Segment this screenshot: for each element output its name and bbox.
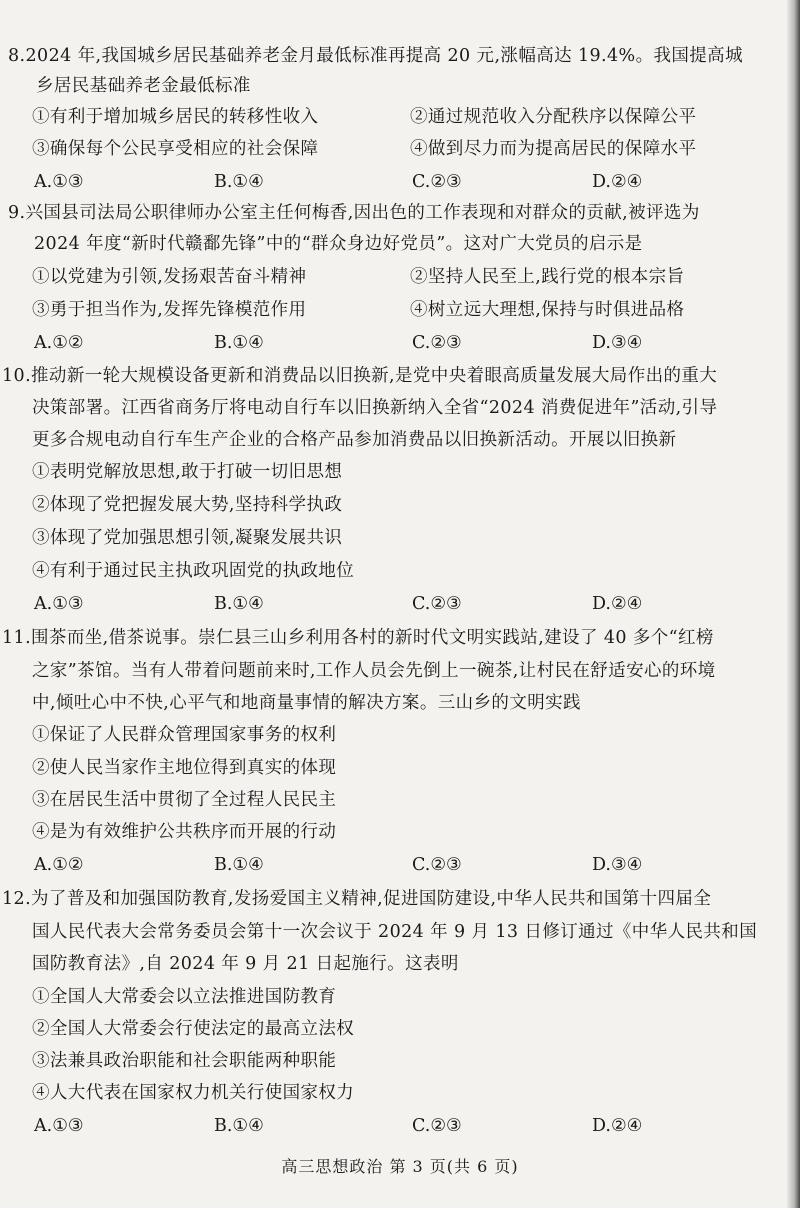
question-10-choice-a[interactable]: A.①③ [34, 594, 84, 614]
question-8-statement-4: ④做到尽力而为提高居民的保障水平 [410, 139, 697, 159]
question-9-statement-2: ②坚持人民至上,践行党的根本宗旨 [410, 267, 685, 287]
question-9-statement-4: ④树立远大理想,保持与时俱进品格 [410, 300, 685, 320]
question-9-stem-line-2: 2024 年度“新时代赣鄱先锋”中的“群众身边好党员”。这对广大党员的启示是 [34, 234, 643, 254]
question-12-stem-line-1: 12.为了普及和加强国防教育,发扬爱国主义精神,促进国防建设,中华人民共和国第十四届全 [2, 889, 712, 909]
question-11-choice-c[interactable]: C.②③ [412, 855, 462, 875]
question-11-stem-line-1: 11.围茶而坐,借茶说事。崇仁县三山乡利用各村的新时代文明实践站,建设了 40 多个“红榜 [2, 628, 714, 648]
question-12-statement-3: ③法兼具政治职能和社会职能两种职能 [32, 1051, 337, 1071]
question-8-statement-2: ②通过规范收入分配秩序以保障公平 [410, 107, 697, 127]
question-12-statement-4: ④人大代表在国家权力机关行使国家权力 [32, 1083, 355, 1103]
question-8-choice-d[interactable]: D.②④ [592, 172, 643, 192]
question-10-statement-2: ②体现了党把握发展大势,坚持科学执政 [32, 495, 343, 515]
question-11-choice-d[interactable]: D.③④ [592, 855, 643, 875]
question-10-stem-line-3: 更多合规电动自行车生产企业的合格产品参加消费品以旧换新活动。开展以旧换新 [32, 430, 677, 450]
question-10-choice-d[interactable]: D.②④ [592, 594, 643, 614]
question-11-statement-1: ①保证了人民群众管理国家事务的权利 [32, 725, 337, 745]
question-9-choice-d[interactable]: D.③④ [592, 333, 643, 353]
question-8-choice-a[interactable]: A.①③ [34, 172, 84, 192]
question-8-statement-3: ③确保每个公民享受相应的社会保障 [32, 139, 319, 159]
question-12-stem-line-3: 国防教育法》,自 2024 年 9 月 21 日起施行。这表明 [32, 954, 459, 974]
question-12-choice-b[interactable]: B.①④ [214, 1116, 264, 1136]
question-12-choice-a[interactable]: A.①③ [34, 1116, 84, 1136]
question-9-stem-line-1: 9.兴国县司法局公职律师办公室主任何梅香,因出色的工作表现和对群众的贡献,被评选为 [8, 203, 700, 223]
question-10-statement-4: ④有利于通过民主执政巩固党的执政地位 [32, 561, 355, 581]
question-11-choice-a[interactable]: A.①② [34, 855, 84, 875]
question-11-choice-b[interactable]: B.①④ [214, 855, 264, 875]
question-9-statement-1: ①以党建为引领,发扬艰苦奋斗精神 [32, 267, 307, 287]
question-12-statement-2: ②全国人大常委会行使法定的最高立法权 [32, 1019, 355, 1039]
question-10-statement-3: ③体现了党加强思想引领,凝聚发展共识 [32, 528, 343, 548]
question-9-statement-3: ③勇于担当作为,发挥先锋模范作用 [32, 300, 307, 320]
question-11-stem-line-2: 之家”茶馆。当有人带着问题前来时,工作人员会先倒上一碗茶,让村民在舒适安心的环境 [32, 661, 716, 681]
question-11-statement-3: ③在居民生活中贯彻了全过程人民民主 [32, 790, 337, 810]
question-10-choice-c[interactable]: C.②③ [412, 594, 462, 614]
question-10-choice-b[interactable]: B.①④ [214, 594, 264, 614]
question-12-stem-line-2: 国人民代表大会常务委员会第十一次会议于 2024 年 9 月 13 日修订通过《中华人民共和国 [32, 922, 758, 942]
question-8-stem-line-2: 乡居民基础养老金最低标准 [36, 76, 251, 96]
question-8-choice-c[interactable]: C.②③ [412, 172, 462, 192]
question-11-stem-line-3: 中,倾吐心中不快,心平气和地商量事情的解决方案。三山乡的文明实践 [32, 693, 581, 713]
question-8-choice-b[interactable]: B.①④ [214, 172, 264, 192]
question-8-statement-1: ①有利于增加城乡居民的转移性收入 [32, 107, 319, 127]
question-10-statement-1: ①表明党解放思想,敢于打破一切旧思想 [32, 462, 343, 482]
scan-edge-shadow [786, 0, 800, 1208]
question-10-stem-line-2: 决策部署。江西省商务厅将电动自行车以旧换新纳入全省“2024 消费促进年”活动,引导 [32, 398, 718, 418]
question-9-choice-a[interactable]: A.①② [34, 333, 84, 353]
question-10-stem-line-1: 10.推动新一轮大规模设备更新和消费品以旧换新,是党中央着眼高质量发展大局作出的重大 [2, 366, 718, 386]
question-12-statement-1: ①全国人大常委会以立法推进国防教育 [32, 987, 337, 1007]
question-11-statement-4: ④是为有效维护公共秩序而开展的行动 [32, 822, 337, 842]
question-12-choice-c[interactable]: C.②③ [412, 1116, 462, 1136]
question-11-statement-2: ②使人民当家作主地位得到真实的体现 [32, 758, 337, 778]
question-8-stem-line-1: 8.2024 年,我国城乡居民基础养老金月最低标准再提高 20 元,涨幅高达 19.4%。我国提高城 [8, 46, 743, 66]
page-footer: 高三思想政治 第 3 页(共 6 页) [281, 1157, 519, 1176]
question-9-choice-c[interactable]: C.②③ [412, 333, 462, 353]
question-9-choice-b[interactable]: B.①④ [214, 333, 264, 353]
question-12-choice-d[interactable]: D.②④ [592, 1116, 643, 1136]
